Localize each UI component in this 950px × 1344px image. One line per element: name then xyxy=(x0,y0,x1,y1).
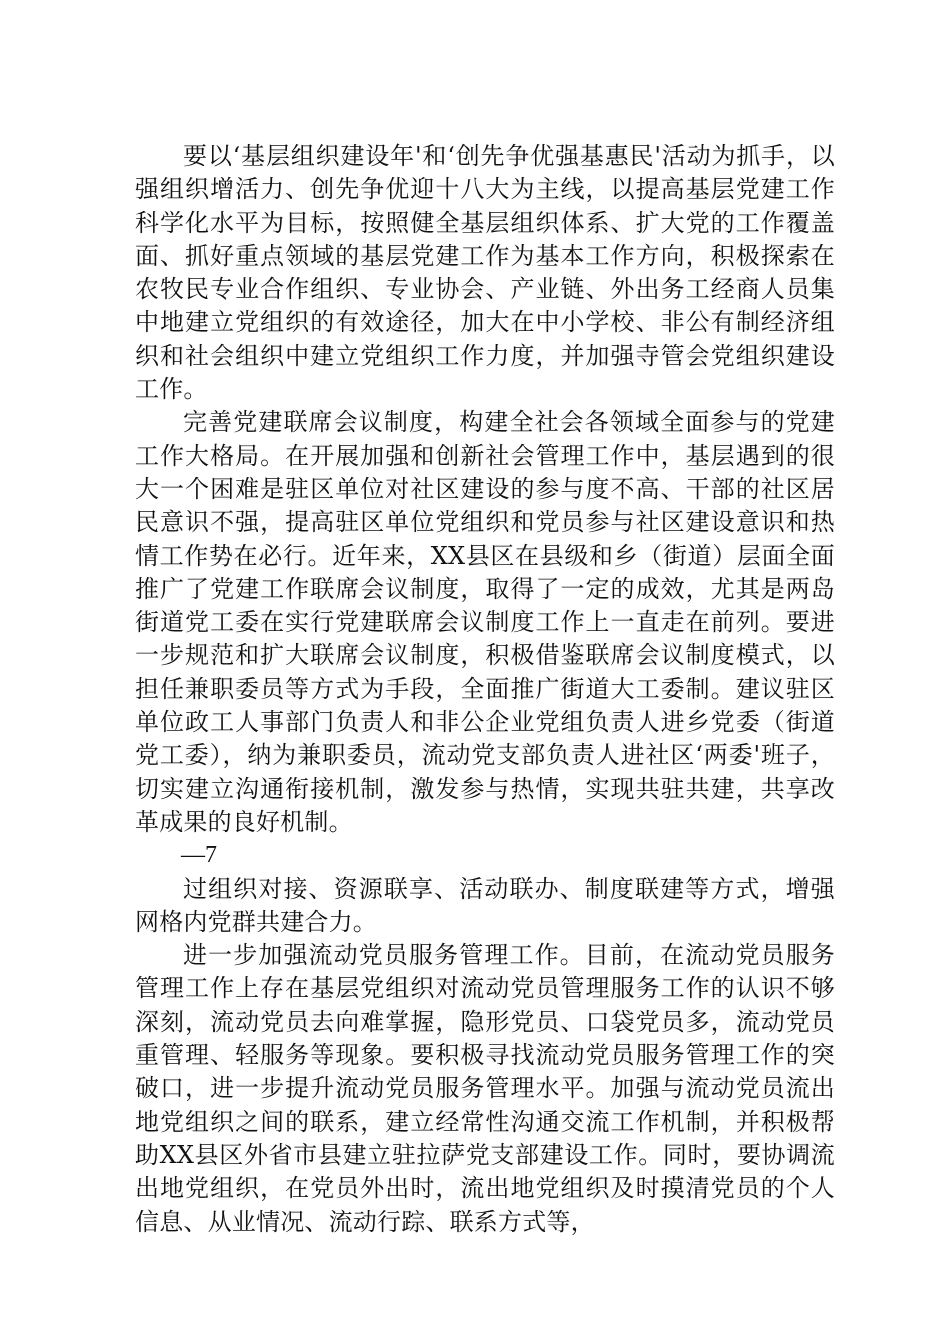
paragraph-grid-cooperation: 过组织对接、资源联享、活动联办、制度联建等方式，增强网格内党群共建合力。 xyxy=(135,874,835,936)
page-number: —7 xyxy=(181,842,217,869)
paragraph-mobile-party-members: 进一步加强流动党员服务管理工作。目前，在流动党员服务管理工作上存在基层党组织对流动党员管理服务工作的认识不够深刻，流动党员去向难掌握，隐形党员、口袋党员多，流动党员重管理、轻服务等现象。要积极寻找流动党员服务管理工作的突破口，进一步提升流动党员服务管理水平。加强与流动党员流出地党组织之间的联系，建立经常性沟通交流工作机制，并积极帮助XX县区外省市县建立驻拉萨党支部建设工作。同时，要协调流出地党组织，在党员外出时，流出地党组织及时摸清党员的个人信息、从业情况、流动行踪、联系方式等， xyxy=(135,941,835,1236)
paragraph-joint-meeting-system: 完善党建联席会议制度，构建全社会各领域全面参与的党建工作大格局。在开展加强和创新社会管理工作中，基层遇到的很大一个困难是驻区单位对社区建设的参与度不高、干部的社区居民意识不强，提高驻区单位党组织和党员参与社区建设意识和热情工作势在必行。近年来，XX县区在县级和乡（街道）层面全面推广了党建工作联席会议制度，取得了一定的成效，尤其是两岛街道党工委在实行党建联席会议制度工作上一直走在前列。要进一步规范和扩大联席会议制度，积极借鉴联席会议制度模式，以担任兼职委员等方式为手段，全面推广街道大工委制。建议驻区单位政工人事部门负责人和非公企业党组负责人进乡党委（街道党工委），纳为兼职委员，流动党支部负责人进社区‘两委'班子，切实建立沟通衔接机制，激发参与热情，实现共驻共建，共享改革成果的良好机制。 xyxy=(135,408,835,836)
document-page xyxy=(135,140,835,1239)
paragraph-grassroots-organization: 要以‘基层组织建设年'和‘创先争优强基惠民'活动为抓手，以强组织增活力、创先争优迎十八大为主线，以提高基层党建工作科学化水平为目标，按照健全基层组织体系、扩大党的工作覆盖面、抓好重点领域的基层党建工作为基本工作方向，积极探索在农牧民专业合作组织、专业协会、产业链、外出务工经商人员集中地建立党组织的有效途径，加大在中小学校、非公有制经济组织和社会组织中建立党组织工作力度，并加强寺管会党组织建设工作。 xyxy=(135,142,835,404)
